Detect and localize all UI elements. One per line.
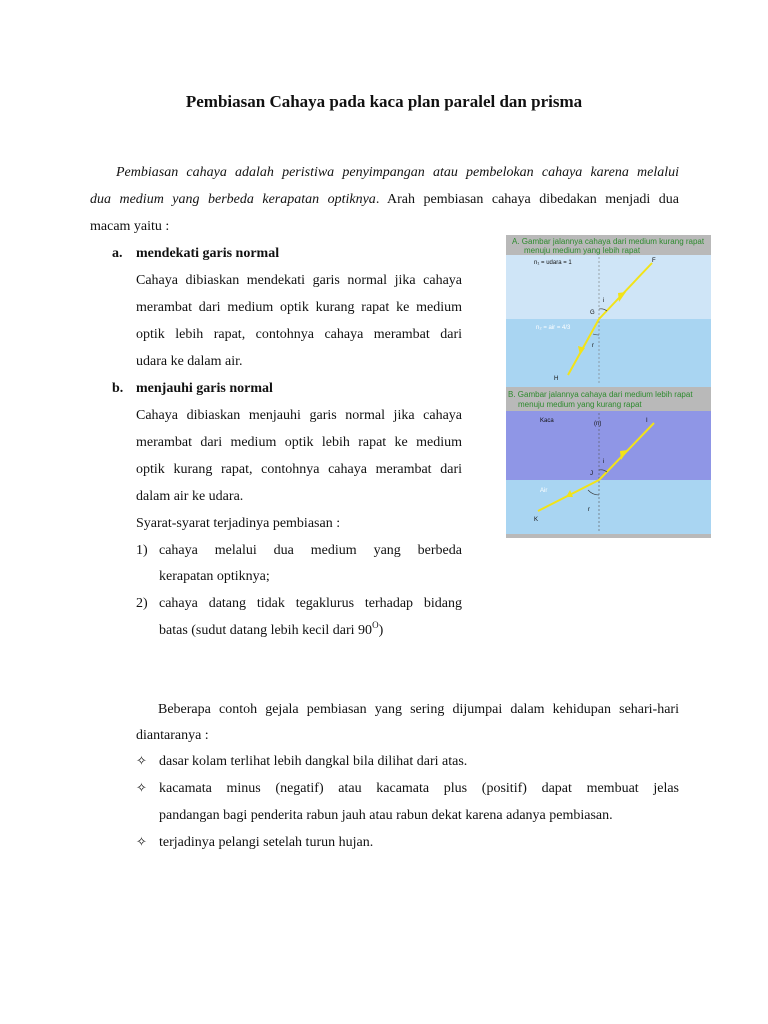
item-b-heading: menjauhi garis normal (136, 381, 273, 396)
item-a-line: merambat dari medium optik kurang rapat ke medium (136, 300, 462, 315)
panel-b-caption-2: menuju medium yang kurang rapat (518, 400, 642, 409)
item-a-heading: mendekati garis normal (136, 246, 280, 261)
panel-a-angle-i: i (603, 298, 605, 304)
panel-b-caption-1: B. Gambar jalannya cahaya dari medium lebih rapat (508, 390, 693, 399)
panel-b-bottom-medium-label: Air (540, 488, 548, 494)
contoh-item-2-line-1: kacamata minus (negatif) atau kacamata plus (positif) dapat membuat jelas (159, 781, 679, 796)
diamond-bullet-icon: ✧ (136, 754, 147, 769)
panel-b-top-index-label: (n) (594, 421, 602, 427)
item-b-line: Cahaya dibiaskan menjauhi garis normal jika cahaya (136, 408, 462, 423)
item-b-line: merambat dari medium optik lebih rapat ke medium (136, 435, 462, 450)
intro-line-2-rest: . Arah pembiasan cahaya dibedakan menjadi dua (375, 192, 679, 207)
panel-a-caption-2: menuju medium yang lebih rapat (524, 246, 641, 255)
item-b-line: dalam air ke udara. (136, 489, 244, 504)
panel-b-water-medium (506, 480, 711, 534)
panel-b-point-start: I (646, 418, 648, 424)
panel-a-point-end: H (554, 376, 559, 382)
contoh-item-1: dasar kolam terlihat lebih dangkal bila dilihat dari atas. (159, 754, 468, 769)
syarat-1-number: 1) (136, 543, 148, 558)
intro-line-3: macam yaitu : (90, 219, 170, 234)
syarat-1-line-2: kerapatan optiknya; (159, 569, 270, 584)
refraction-figure (506, 235, 711, 538)
degree-superscript: O (372, 620, 379, 630)
contoh-line-2: diantaranya : (136, 728, 209, 743)
intro-italic-phrase: dua medium yang berbeda kerapatan optiknya (90, 192, 376, 207)
panel-a-point-start: F (652, 258, 656, 264)
panel-b-top-medium-label: Kaca (540, 418, 554, 424)
syarat-heading: Syarat-syarat terjadinya pembiasan : (136, 516, 341, 531)
panel-a-caption-1: A. Gambar jalannya cahaya dari medium kurang rapat (512, 237, 705, 246)
item-a-marker: a. (112, 246, 123, 261)
syarat-2-line-2 (159, 621, 383, 641)
contoh-line-1: Beberapa contoh gejala pembiasan yang sering dijumpai dalam kehidupan sehari-hari (158, 702, 679, 717)
diamond-bullet-icon: ✧ (136, 835, 147, 850)
panel-a-bottom-medium-label: n₂ = air = 4/3 (536, 325, 571, 331)
syarat-2-line-1: cahaya datang tidak tegaklurus terhadap bidang (159, 596, 462, 611)
syarat-2-line-2-text: batas (sudut datang lebih kecil dari 90 (159, 623, 373, 638)
item-a-line: udara ke dalam air. (136, 354, 243, 369)
intro-line-1: Pembiasan cahaya adalah peristiwa penyimpangan atau pembelokan cahaya karena melalui (116, 165, 679, 180)
contoh-item-2-line-2: pandangan bagi penderita rabun jauh atau rabun dekat karena adanya pembiasan. (159, 808, 613, 823)
contoh-item-3: terjadinya pelangi setelah turun hujan. (159, 835, 374, 850)
intro-line-2 (90, 190, 679, 210)
item-b-line: optik kurang rapat, contohnya cahaya merambat dari (136, 462, 462, 477)
item-b-marker: b. (112, 381, 124, 396)
item-a-line: optik lebih rapat, contohnya cahaya merambat dari (136, 327, 462, 342)
panel-a-top-medium-label: n₁ = udara = 1 (534, 260, 572, 266)
syarat-2-closing: ) (378, 623, 384, 638)
syarat-1-line-1: cahaya melalui dua medium yang berbeda (159, 543, 462, 558)
page-title: Pembiasan Cahaya pada kaca plan paralel dan prisma (185, 92, 583, 111)
panel-b-angle-i: i (603, 459, 605, 465)
syarat-2-number: 2) (136, 596, 148, 611)
panel-b-point-interface: J (590, 471, 593, 477)
panel-b-point-end: K (534, 517, 539, 523)
panel-a-angle-r: r (592, 343, 594, 349)
diamond-bullet-icon: ✧ (136, 781, 147, 796)
panel-b-angle-r: r (588, 507, 590, 513)
item-a-line: Cahaya dibiaskan mendekati garis normal jika cahaya (136, 273, 462, 288)
panel-a-point-interface: G (590, 310, 595, 316)
